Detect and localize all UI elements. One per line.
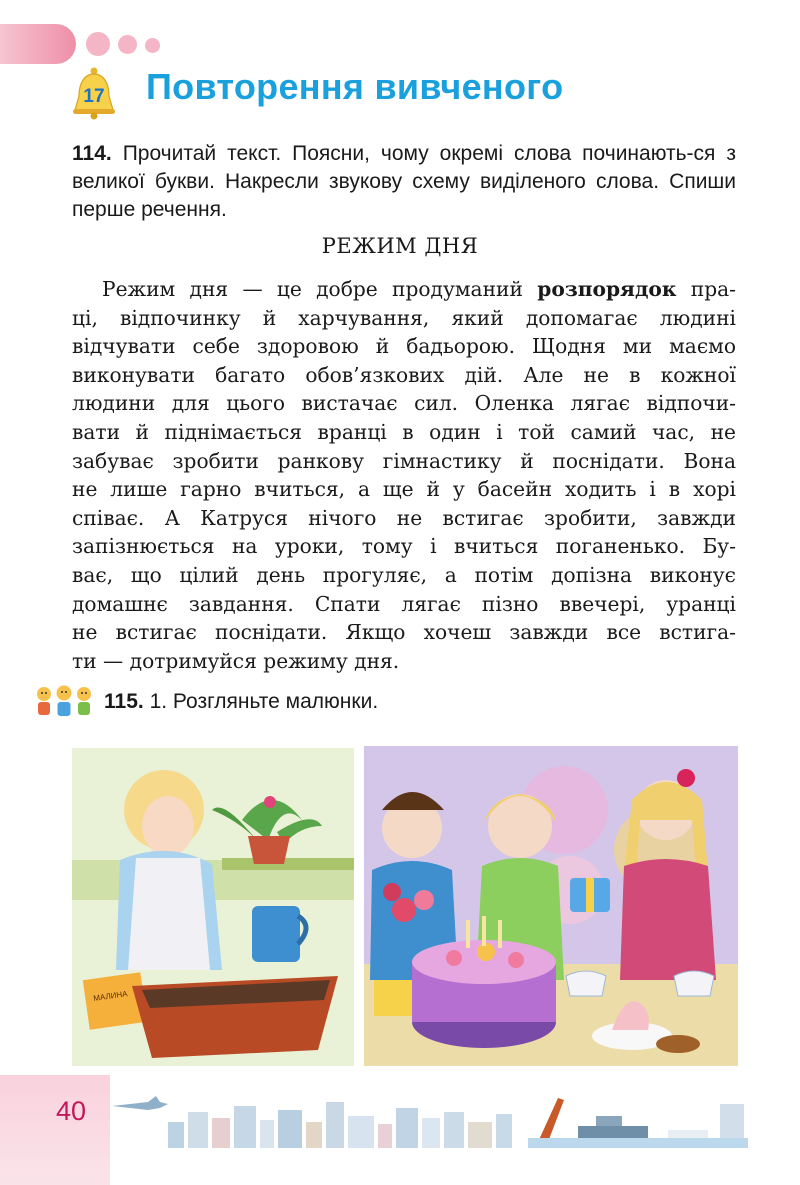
page-title: Повторення вивченого (146, 66, 564, 107)
bottom-band-decoration (0, 1075, 110, 1185)
decor-dot (145, 38, 160, 53)
page-number: 40 (56, 1096, 87, 1126)
story-line: відчувати себе здоровою й бадьорою. Щодня ми маємо (72, 334, 736, 359)
task-114-text: Прочитай текст. Поясни, чому окремі слова починають-ся з великої букви. Накресли звукову схему виділеного слова. Спиши перше речення. (72, 142, 737, 221)
story-line-text: пра- (676, 277, 736, 301)
page-tab-decoration (0, 24, 76, 64)
story-line: запізнюється на уроки, тому і вчиться поганенько. Бу- (72, 534, 736, 559)
story-line: забуває зробити ранкову гімнастику й поснідати. Вона (72, 448, 736, 473)
picture-birthday (364, 746, 738, 1066)
illustration (72, 740, 738, 1070)
picture-gardening (72, 748, 354, 1066)
story-line: не лише гарно вчиться, а ще й у басейн ходить і в хорі (72, 477, 736, 502)
task-115-number: 115. (104, 690, 144, 713)
decor-dot (118, 35, 137, 54)
task-114-number: 114. (72, 142, 112, 165)
story-line-text: Режим дня — це добре продуманий (102, 277, 538, 301)
story-line: співає. А Катруся нічого не встигає зробити, завжди (72, 505, 736, 530)
story-line: ці, відпочинку й харчування, який допомагає людині (72, 305, 736, 330)
story-line: людини для цього вистачає сил. Оленка лягає відпочи- (72, 391, 736, 416)
group-work-icon (33, 684, 95, 718)
lesson-number: 17 (83, 86, 105, 107)
story-line: домашнє завдання. Спати лягає пізно ввечері, уранці (72, 591, 736, 616)
story-text (72, 275, 736, 675)
story-heading: РЕЖИМ ДНЯ (321, 234, 479, 258)
story-line: ває, що цілий день прогуляє, а потім допізна виконує (72, 562, 736, 587)
story-line: ти — дотримуйся режиму дня. (72, 648, 400, 673)
seed-box-label: МАЛИНА (92, 989, 129, 1003)
city-skyline-decoration (108, 1092, 748, 1148)
story-line: не встигає поснідати. Якщо хочеш завжди все встига- (72, 620, 736, 645)
story-line (72, 275, 736, 304)
decor-dot (86, 32, 110, 56)
task-115 (104, 690, 378, 714)
task-115-text: 1. Розгляньте малюнки. (149, 690, 379, 713)
highlighted-word: розпорядок (537, 277, 677, 301)
story-line: виконувати багато обов’язкових дій. Але не в кожної (72, 362, 736, 387)
story-line: вати й піднімається вранці в один і той самий час, не (72, 419, 736, 444)
task-114 (72, 140, 736, 224)
